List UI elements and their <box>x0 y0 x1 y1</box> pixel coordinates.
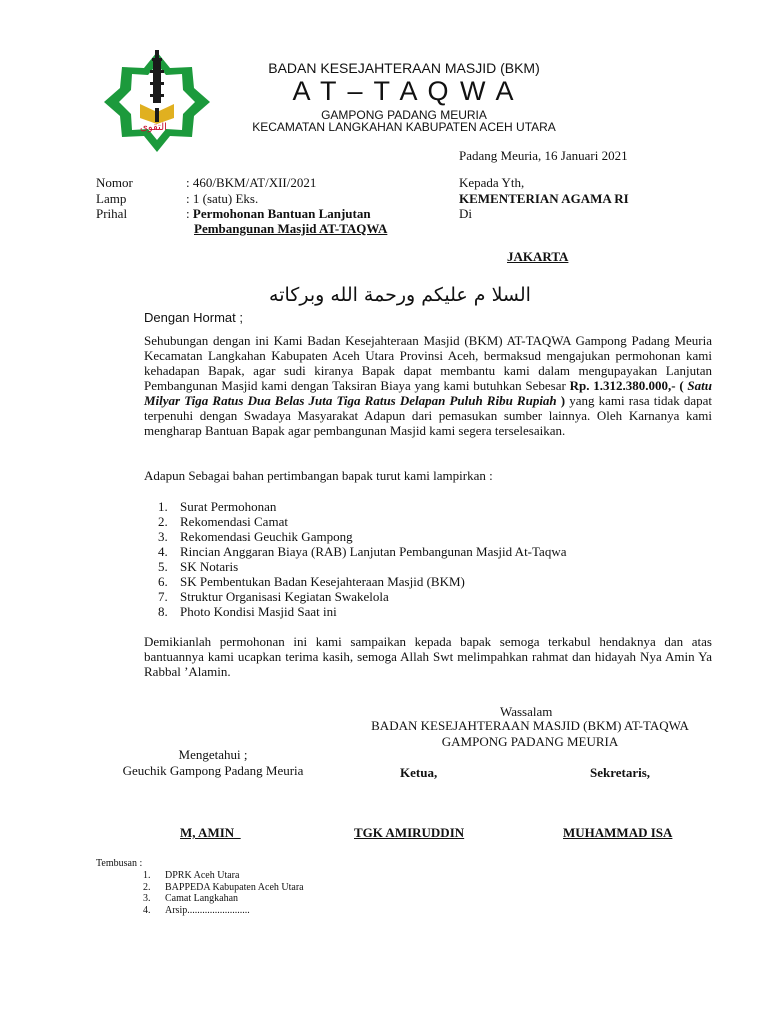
list-item: 4. Rincian Anggaran Biaya (RAB) Lanjutan Pembangunan Masjid At-Taqwa <box>158 544 567 559</box>
p1-amount-words: Satu Milyar Tiga Ratus Dua Belas Juta Tiga Ratus Delapan Puluh Ribu Rupiah <box>144 378 712 408</box>
header-org: BADAN KESEJAHTERAAN MASJID (BKM) <box>268 60 540 76</box>
ketua-title: Ketua, <box>400 765 438 780</box>
prihal-label: Prihal <box>96 206 128 221</box>
nomor-label: Nomor <box>96 175 133 190</box>
closing-org-line1: BADAN KESEJAHTERAAN MASJID (BKM) AT-TAQWA <box>371 718 689 733</box>
list-item: 1. Surat Permohonan <box>158 499 277 514</box>
geuchik-name: M, AMIN <box>180 825 241 840</box>
header-line1: GAMPONG PADANG MEURIA <box>321 108 487 122</box>
lamp-label: Lamp <box>96 191 127 206</box>
recipient-city: JAKARTA <box>507 249 569 264</box>
attachment-list <box>158 499 566 619</box>
closing-wassalam: Wassalam <box>500 704 553 719</box>
mengetahui-label: Mengetahui ; <box>178 747 248 762</box>
list-item: 4. Arsip......................... <box>143 904 250 916</box>
p1-amount: Rp. 1.312.380.000,- <box>569 378 676 393</box>
p1-open: ( <box>675 378 688 393</box>
date-place: Padang Meuria, 16 Januari 2021 <box>459 148 628 163</box>
nomor-value: : 460/BKM/AT/XII/2021 <box>186 175 317 190</box>
list-item: 7. Struktur Organisasi Kegiatan Swakelola <box>158 589 389 604</box>
prihal-colon: : <box>186 206 193 221</box>
list-item: 5. SK Notaris <box>158 559 239 574</box>
closing-org-line2: GAMPONG PADANG MEURIA <box>441 734 619 749</box>
p1-close: ) <box>556 393 566 408</box>
prihal-line1: Permohonan Bantuan Lanjutan <box>192 206 371 221</box>
list-item: 8. Photo Kondisi Masjid Saat ini <box>158 604 337 619</box>
list-item: 6. SK Pembentukan Badan Kesejahteraan Masjid (BKM) <box>158 574 465 589</box>
header-name: A T – T A Q W A <box>292 76 516 106</box>
p1-text-a: Sehubungan dengan ini Kami Badan Kesejahteraan Masjid (BKM) AT-TAQWA Gampong Padang Meuria Kecamatan Langkahan Kabupaten Aceh Utara Provinsi Aceh, bermaksud mengajukan permohonan kami kehadapan Bapak, agar sudi kiranya Bapak dapat membantu kami dalam mengupayakan Lanjutan Pembangunan Masjid kami dengan Taksiran Biaya yang kami butuhkan Sebesar <box>144 333 712 393</box>
arabic-greeting: السلا م عليكم ورحمة الله وبركاته <box>269 284 531 306</box>
prihal-value <box>186 206 371 222</box>
body-paragraph-3: Demikianlah permohonan ini kami sampaikan kepada bapak semoga terkabul hendaknya dan atas bantuannya kami ucapkan terima kasih, semoga Allah Swt melimpahkan rahmat dan hidayah Nya Amin Ya Rabbal ’Alamin. <box>144 634 712 679</box>
tembusan-list <box>143 870 304 916</box>
recipient-di: Di <box>459 206 472 221</box>
sekretaris-name: MUHAMMAD ISA <box>563 825 673 840</box>
recipient-name: KEMENTERIAN AGAMA RI <box>459 191 629 206</box>
lamp-value: : 1 (satu) Eks. <box>186 191 259 206</box>
logo-arabic-text: التقوى <box>140 122 167 133</box>
recipient-kepada: Kepada Yth, <box>459 175 525 190</box>
salutation: Dengan Hormat ; <box>144 310 243 325</box>
header-line2: KECAMATAN LANGKAHAN KABUPATEN ACEH UTARA <box>252 120 556 134</box>
list-item: 3. Rekomendasi Geuchik Gampong <box>158 529 353 544</box>
body-paragraph-1 <box>144 333 712 438</box>
tembusan-label: Tembusan : <box>96 858 143 869</box>
body-paragraph-2: Adapun Sebagai bahan pertimbangan bapak turut kami lampirkan : <box>144 468 493 483</box>
list-item: 2. BAPPEDA Kabupaten Aceh Utara <box>143 881 304 893</box>
list-item: 3. Camat Langkahan <box>143 893 239 904</box>
geuchik-title: Geuchik Gampong Padang Meuria <box>122 763 304 778</box>
list-item: 2. Rekomendasi Camat <box>158 514 288 529</box>
p1-text-b: yang kami rasa tidak dapat terpenuhi dengan Swadaya Masyarakat Adapun dari pemasukan sumber lainnya. Oleh Karnanya kami mengharap Bantuan Bapak agar pembangunan Masjid kami segera terselesaikan. <box>144 393 713 438</box>
list-item: 1. DPRK Aceh Utara <box>143 870 240 881</box>
prihal-line2: Pembangunan Masjid AT-TAQWA <box>194 221 388 236</box>
ketua-name: TGK AMIRUDDIN <box>354 825 465 840</box>
sekretaris-title: Sekretaris, <box>590 765 651 780</box>
